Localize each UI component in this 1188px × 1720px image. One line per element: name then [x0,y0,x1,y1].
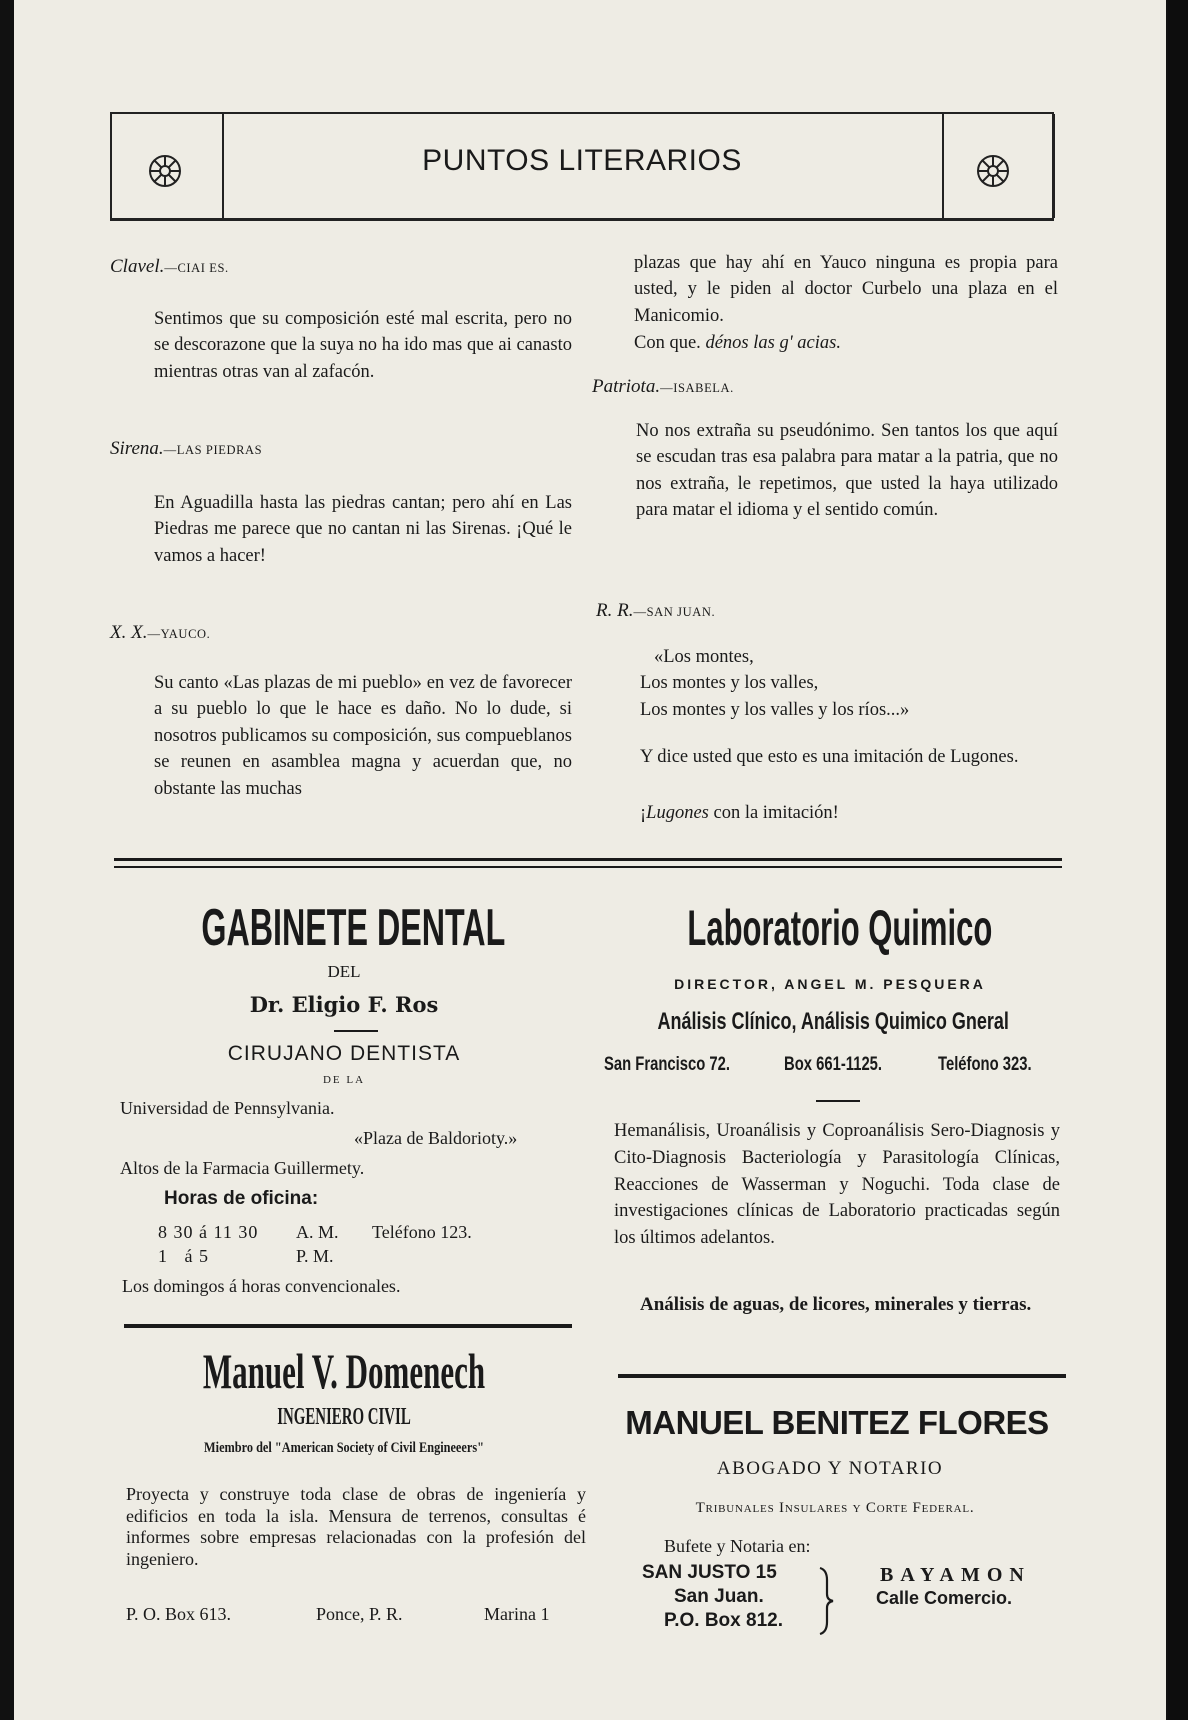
double-rule-bottom [114,866,1062,868]
reply-xx-closing: Con que. dénos las g' acias. [634,333,841,353]
lab-address-wrap [604,1054,754,1076]
signature-xx: X. X.—YAUCO. [110,622,211,643]
dental-university: Universidad de Pennsylvania. [120,1098,335,1118]
double-rule-top [114,858,1062,861]
signature-patriota: Patriota.—ISABELA. [592,376,734,397]
dental-profession: CIRUJANO DENTISTA [227,1042,461,1065]
dental-hours-2-ampm: P. M. [296,1246,334,1266]
dental-sundays: Los domingos á horas convencionales. [122,1276,401,1296]
lab-subtitle: Análisis Clínico, Análisis Quimico Gneral [657,1008,1009,1035]
header-title: PUNTOS LITERARIOS [422,144,742,177]
section-header [110,112,1054,221]
signature-clavel: Clavel.—CIAI ES. [110,256,229,277]
lab-phone-wrap [938,1054,1068,1076]
dental-plaza: «Plaza de Baldorioty.» [354,1128,518,1148]
dental-hours-2: 1 á 5 [158,1246,209,1266]
dental-ad [114,898,574,958]
lab-phone: Teléfono 323. [938,1054,1032,1075]
benitez-profession: ABOGADO Y NOTARIO [716,1458,944,1479]
benitez-calle: Calle Comercio. [876,1588,1013,1608]
dental-hours-heading: Horas de oficina: [164,1188,319,1209]
reply-clavel: Sentimos que su composición esté mal escrita, pero no se descorazone que la suya no ha ido mas que ai canasto mientras otras van al zafacón. [154,309,572,382]
poem-line-3: Los montes y los valles y los ríos...» [640,700,910,720]
benitez-bufete: Bufete y Notaria en: [664,1536,811,1556]
lab-small-rule [816,1100,860,1102]
lab-ad [600,898,1060,958]
signature-sirena: Sirena.—LAS PIEDRAS [110,438,263,459]
poem-line-1: «Los montes, [654,647,754,667]
benitez-address-2: San Juan. [674,1586,764,1607]
dental-hours-1-ampm: A. M. [296,1222,339,1242]
reply-rr-closing: ¡Lugones con la imitación! [640,803,839,823]
domenech-street: Marina 1 [484,1604,550,1624]
ad-divider-left [124,1324,572,1328]
lab-subtitle-wrap [600,1008,1060,1036]
lab-address: San Francisco 72. [604,1054,731,1075]
reply-rr: Y dice usted que esto es una imitación de Lugones. [640,747,1019,767]
domenech-text: Proyecta y construye toda clase de obras de ingeniería y edificios en toda la isla. Mensura de terrenos, consultas é informes sobre empresas relacionadas con la profesión del ingeniero. [126,1484,586,1569]
rosette-ornament-right-icon [976,154,1010,188]
benitez-courts: Tribunales Insulares y Corte Federal. [695,1500,975,1516]
dental-altos: Altos de la Farmacia Guillermety. [120,1158,365,1178]
domenech-member: Miembro del "American Society of Civil Engineeers" [204,1440,484,1456]
brace-icon [818,1566,836,1636]
scan-edge [1168,0,1188,1720]
reply-patriota: No nos extraña su pseudónimo. Sen tantos los que aquí se escudan tras esa palabra para matar a la patria, que no nos extraña, le repetimos, que usted la haya utilizado para matar el idioma y el sentido común. [636,421,1058,521]
lab-text: Hemanálisis, Uroanálisis y Coproanálisis Sero-Diagnosis y Cito-Diagnosis Bacteriología y Parasitología Clínicas, Reacciones de Wasserman y Noguchi. Toda clase de investigaciones clínicas de Laboratorio practicadas según los últimos adelantos. [614,1121,1060,1249]
lab-title: Laboratorio Quimico [687,900,993,956]
reply-xx: Su canto «Las plazas de mi pueblo» en vez de favorecer a su pueblo lo que le hace es daño. No lo dude, si nosotros publicamos su composición, sus compueblanos se reunen en asamblea magna y acuerdan que, no obstante las muchas [154,673,572,799]
reply-sirena: En Aguadilla hasta las piedras cantan; pero ahí en Las Piedras me parece que no cantan ni las Sirenas. ¡Qué le vamos a hacer! [154,493,572,566]
reply-xx-continued: plazas que hay ahí en Yauco ninguna es propia para usted, y le piden al doctor Curbelo una plaza en el Manicomio. [634,253,1058,326]
dental-phone: Teléfono 123. [372,1222,472,1242]
benitez-bayamon: BAYAMON [880,1564,1031,1586]
poem-line-2: Los montes y los valles, [640,673,819,693]
dental-de-la: DE LA [322,1074,366,1086]
benitez-name: MANUEL BENITEZ FLORES [625,1404,1049,1441]
lab-box: Box 661-1125. [784,1054,883,1075]
domenech-box: P. O. Box 613. [126,1604,232,1624]
lab-bold-text: Análisis de aguas, de licores, minerales y tierras. [640,1294,1032,1315]
dental-title: GABINETE DENTAL [201,899,506,957]
lab-director: DIRECTOR, ANGEL M. PESQUERA [674,976,986,992]
signature-rr: R. R.—SAN JUAN. [596,600,716,621]
domenech-name: Manuel V. Domenech [202,1343,486,1399]
dental-del: DEL [327,962,361,981]
dental-doctor: Dr. Eligio F. Ros [249,992,439,1017]
benitez-address-3: P.O. Box 812. [664,1610,783,1631]
domenech-title: INGENIERO CIVIL [277,1404,411,1430]
dental-small-rule [334,1030,378,1032]
lab-box-wrap [784,1054,934,1076]
page [14,0,1166,1720]
ad-divider-right [618,1374,1066,1378]
domenech-ad [114,1342,574,1400]
domenech-title-wrap [114,1404,574,1431]
domenech-member-wrap [114,1440,574,1457]
dental-hours-1: 8 30 á 11 30 [158,1222,259,1242]
benitez-address-1: SAN JUSTO 15 [642,1562,777,1583]
domenech-city: Ponce, P. R. [316,1604,403,1624]
